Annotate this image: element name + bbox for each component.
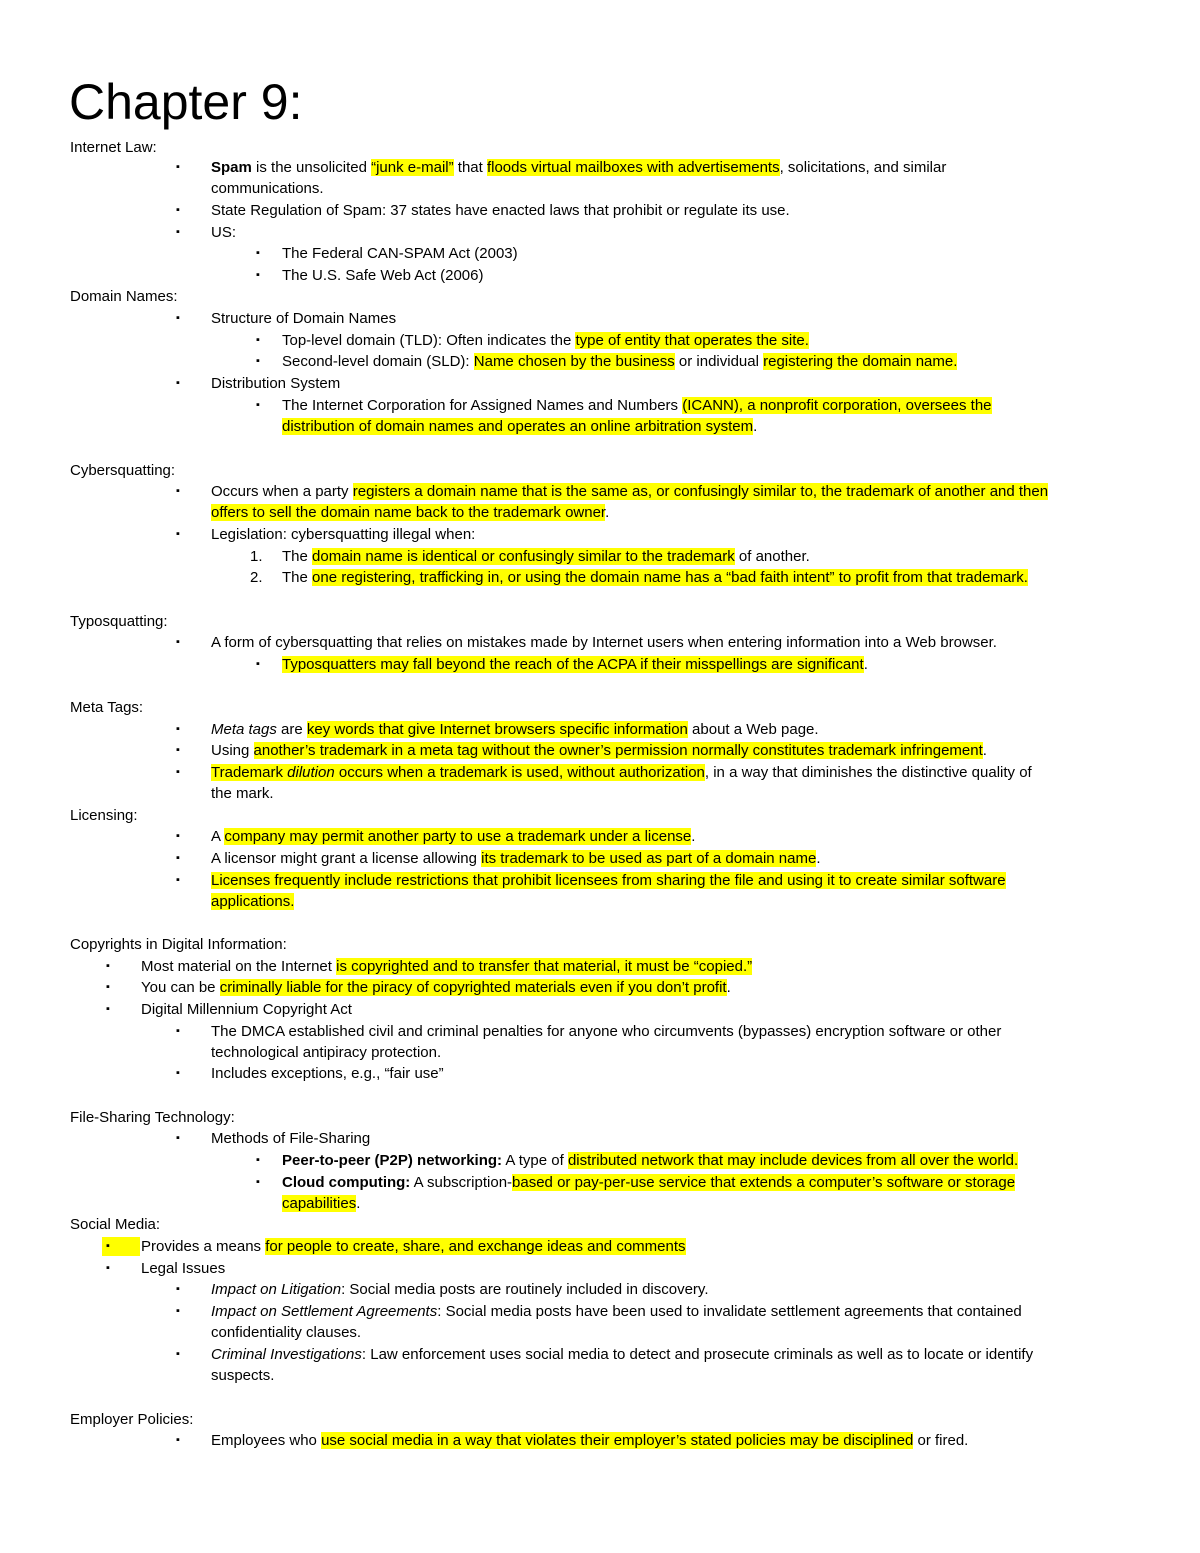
file-sharing-methods: Methods of File-Sharing	[211, 1130, 371, 1147]
bullet-icon: ▪	[176, 852, 180, 864]
bullet-icon: ▪	[176, 830, 180, 842]
bullet-icon: ▪	[176, 377, 180, 389]
bullet-icon: ▪	[176, 1305, 180, 1317]
list-number: 1.	[250, 548, 263, 565]
bullet-icon: ▪	[106, 1240, 110, 1252]
bullet-icon: ▪	[106, 1262, 110, 1274]
bullet-icon: ▪	[256, 334, 260, 346]
distribution-system: Distribution System	[211, 375, 341, 392]
licensing-line-3: Licenses frequently include restrictions that prohibit licensees from sharing the file and using it to create similar software	[211, 872, 1006, 889]
heading-cybersquatting: Cybersquatting:	[70, 462, 176, 479]
bullet-icon: ▪	[176, 1434, 180, 1446]
meta-line-2: Using another’s trademark in a meta tag without the owner’s permission normally constitutes trademark infringement.	[211, 742, 987, 759]
safe-web-act: The U.S. Safe Web Act (2006)	[282, 267, 484, 284]
bullet-icon: ▪	[106, 981, 110, 993]
bullet-icon: ▪	[256, 269, 260, 281]
licensing-line: A company may permit another party to use a trademark under a license.	[211, 828, 696, 845]
settlement-line: Impact on Settlement Agreements: Social media posts have been used to invalidate settlement agreements that contained	[211, 1303, 1022, 1320]
settlement-line-2: confidentiality clauses.	[211, 1324, 362, 1341]
cloud-line: Cloud computing: A subscription-based or pay-per-use service that extends a computer’s software or storage	[282, 1174, 1016, 1191]
heading-social-media: Social Media:	[70, 1216, 161, 1233]
dmca-line-2: technological antipiracy protection.	[211, 1044, 442, 1061]
tld-line: Top-level domain (TLD): Often indicates the type of entity that operates the site.	[282, 332, 809, 349]
legislation-item-1: The domain name is identical or confusingly similar to the trademark of another.	[282, 548, 810, 565]
us-label: US:	[211, 224, 237, 241]
social-line: Provides a means for people to create, share, and exchange ideas and comments	[141, 1238, 686, 1255]
sld-line: Second-level domain (SLD): Name chosen by the business or individual registering the domain name.	[282, 353, 958, 370]
typo-line-2: Typosquatters may fall beyond the reach of the ACPA if their misspellings are significant.	[282, 656, 868, 673]
bullet-icon: ▪	[256, 1154, 260, 1166]
list-number: 2.	[250, 569, 263, 586]
p2p-line: Peer-to-peer (P2P) networking: A type of distributed network that may include devices from all over the world.	[282, 1152, 1019, 1169]
dmca-line: The DMCA established civil and criminal penalties for anyone who circumvents (bypasses) encryption software or other	[211, 1023, 1002, 1040]
heading-copyrights: Copyrights in Digital Information:	[70, 936, 287, 953]
bullet-icon: ▪	[176, 312, 180, 324]
icann-line-2: distribution of domain names and operates an online arbitration system.	[282, 418, 758, 435]
bullet-icon: ▪	[176, 485, 180, 497]
bullet-icon: ▪	[176, 528, 180, 540]
bullet-icon: ▪	[106, 1003, 110, 1015]
bullet-icon: ▪	[176, 161, 180, 173]
heading-internet-law: Internet Law:	[70, 139, 157, 156]
bullet-icon: ▪	[176, 636, 180, 648]
copyright-line: Most material on the Internet is copyrighted and to transfer that material, it must be “copied.”	[141, 958, 753, 975]
bullet-icon: ▪	[176, 204, 180, 216]
licensing-line-4: applications.	[211, 893, 295, 910]
dmca-heading: Digital Millennium Copyright Act	[141, 1001, 352, 1018]
can-spam-act: The Federal CAN-SPAM Act (2003)	[282, 245, 518, 262]
bullet-icon: ▪	[176, 1067, 180, 1079]
bullet-icon: ▪	[256, 658, 260, 670]
heading-file-sharing: File-Sharing Technology:	[70, 1109, 235, 1126]
bullet-icon: ▪	[176, 1348, 180, 1360]
bullet-icon: ▪	[256, 399, 260, 411]
heading-licensing: Licensing:	[70, 807, 138, 824]
legislation-line: Legislation: cybersquatting illegal when:	[211, 526, 476, 543]
bullet-icon: ▪	[256, 1176, 260, 1188]
legal-issues: Legal Issues	[141, 1260, 226, 1277]
heading-domain-names: Domain Names:	[70, 288, 178, 305]
meta-line-4: the mark.	[211, 785, 274, 802]
icann-line: The Internet Corporation for Assigned Names and Numbers (ICANN), a nonprofit corporation, oversees the	[282, 397, 992, 414]
bullet-icon: ▪	[176, 744, 180, 756]
copyright-line-2: You can be criminally liable for the piracy of copyrighted materials even if you don’t profit.	[141, 979, 731, 996]
bullet-icon: ▪	[176, 226, 180, 238]
meta-line: Meta tags are key words that give Internet browsers specific information about a Web page.	[211, 721, 819, 738]
employer-line: Employees who use social media in a way that violates their employer’s stated policies may be disciplined or fired.	[211, 1432, 969, 1449]
bullet-icon: ▪	[176, 723, 180, 735]
legislation-item-2: The one registering, trafficking in, or using the domain name has a “bad faith intent” to profit from that trademark.	[282, 569, 1028, 586]
criminal-line: Criminal Investigations: Law enforcement uses social media to detect and prosecute criminals as well as to locate or identify	[211, 1346, 1034, 1363]
bullet-icon: ▪	[106, 960, 110, 972]
bullet-icon: ▪	[176, 766, 180, 778]
bullet-icon: ▪	[256, 247, 260, 259]
spam-line-2: communications.	[211, 180, 324, 197]
structure-domain-names: Structure of Domain Names	[211, 310, 397, 327]
bullet-icon: ▪	[176, 1283, 180, 1295]
fair-use-line: Includes exceptions, e.g., “fair use”	[211, 1065, 444, 1082]
licensing-line-2: A licensor might grant a license allowing its trademark to be used as part of a domain name.	[211, 850, 821, 867]
bullet-icon: ▪	[176, 874, 180, 886]
criminal-line-2: suspects.	[211, 1367, 275, 1384]
bullet-icon: ▪	[176, 1132, 180, 1144]
cloud-line-2: capabilities.	[282, 1195, 361, 1212]
heading-typosquatting: Typosquatting:	[70, 613, 168, 630]
litigation-line: Impact on Litigation: Social media posts are routinely included in discovery.	[211, 1281, 709, 1298]
page-title: Chapter 9:	[69, 74, 303, 130]
spam-line: Spam is the unsolicited “junk e-mail” that floods virtual mailboxes with advertisements, solicitations, and similar	[211, 159, 947, 176]
typo-line: A form of cybersquatting that relies on mistakes made by Internet users when entering information into a Web browser.	[211, 634, 997, 651]
cyber-line: Occurs when a party registers a domain name that is the same as, or confusingly similar to, the trademark of another and then	[211, 483, 1049, 500]
bullet-icon: ▪	[176, 1025, 180, 1037]
bullet-icon: ▪	[256, 355, 260, 367]
meta-line-3: Trademark dilution occurs when a trademark is used, without authorization, in a way that diminishes the distinctive quality of	[211, 764, 1032, 781]
heading-meta-tags: Meta Tags:	[70, 699, 144, 716]
state-regulation: State Regulation of Spam: 37 states have enacted laws that prohibit or regulate its use.	[211, 202, 790, 219]
heading-employer-policies: Employer Policies:	[70, 1411, 194, 1428]
cyber-line-2: offers to sell the domain name back to the trademark owner.	[211, 504, 610, 521]
